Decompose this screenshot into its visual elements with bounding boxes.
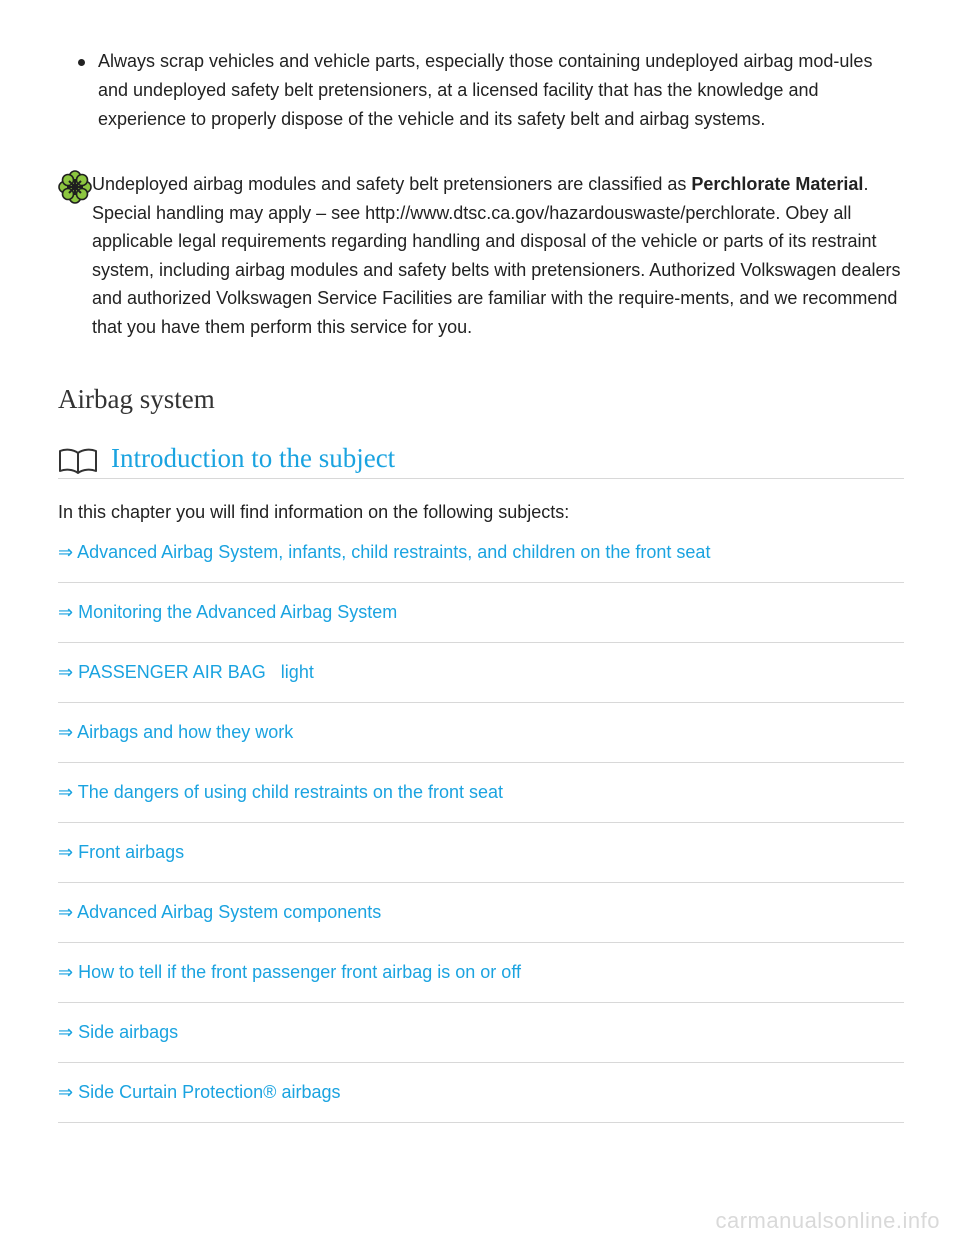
- list-item: [58, 823, 904, 883]
- link-side-curtain-airbags[interactable]: ⇒ Side Curtain Protection® airbags: [58, 1082, 341, 1102]
- environment-note-text-after: . Special handling may apply – see http://www.dtsc.ca.gov/hazardouswaste/perchlorate. Obey all applicable legal requirements regarding handling and disposal of the vehicle or parts of its restraint system, including airbag modules and safety belts with pretensioners. Authorized Volkswagen dealers and authorized Volkswagen Service Facilities are familiar with the require-ments, and we recommend that you have them perform this service for you.: [92, 174, 901, 337]
- link-front-airbags[interactable]: ⇒ Front airbags: [58, 842, 185, 862]
- list-item: [58, 1003, 904, 1063]
- intro-title: Introduction to the subject: [111, 443, 396, 473]
- environment-note: [92, 170, 904, 341]
- list-item: [58, 583, 904, 643]
- subject-links: [58, 523, 904, 1123]
- list-item: [58, 943, 904, 1003]
- environment-note-bold: Perchlorate Material: [691, 174, 864, 194]
- link-passenger-air-bag-light[interactable]: ⇒ PASSENGER AIR BAG light: [58, 662, 314, 682]
- disposal-bullet: Always scrap vehicles and vehicle parts, especially those containing undeployed airbag mod-ules and undeployed safety belt pretensioners, at a licensed facility that has the knowledge and experience to properly dispose of the vehicle and its safety belt and airbag systems.: [98, 51, 873, 129]
- environment-flower-icon: [58, 170, 92, 204]
- list-item: [58, 1063, 904, 1123]
- watermark: carmanualsonline.info: [715, 1208, 940, 1233]
- list-item: [58, 703, 904, 763]
- link-passenger-airbag-on-off[interactable]: ⇒ How to tell if the front passenger front airbag is on or off: [58, 962, 521, 982]
- list-item: [58, 883, 904, 943]
- book-icon: [58, 448, 98, 474]
- list-item: [58, 763, 904, 823]
- intro-header: [58, 440, 904, 479]
- section-title: Airbag system: [58, 384, 215, 414]
- list-item: [58, 523, 904, 583]
- list-item: [58, 643, 904, 703]
- link-monitoring-airbag[interactable]: ⇒ Monitoring the Advanced Airbag System: [58, 602, 398, 622]
- environment-note-text: Undeployed airbag modules and safety belt pretensioners are classified as: [92, 174, 692, 194]
- link-side-airbags[interactable]: ⇒ Side airbags: [58, 1022, 179, 1042]
- link-advanced-airbag-children[interactable]: ⇒ Advanced Airbag System, infants, child restraints, and children on the front seat: [58, 542, 711, 562]
- intro-text: In this chapter you will find information on the following subjects:: [58, 502, 570, 522]
- bullet-marker: [78, 59, 85, 66]
- link-airbags-how-they-work[interactable]: ⇒ Airbags and how they work: [58, 722, 294, 742]
- link-dangers-child-restraints[interactable]: ⇒ The dangers of using child restraints on the front seat: [58, 782, 503, 802]
- link-airbag-components[interactable]: ⇒ Advanced Airbag System components: [58, 902, 382, 922]
